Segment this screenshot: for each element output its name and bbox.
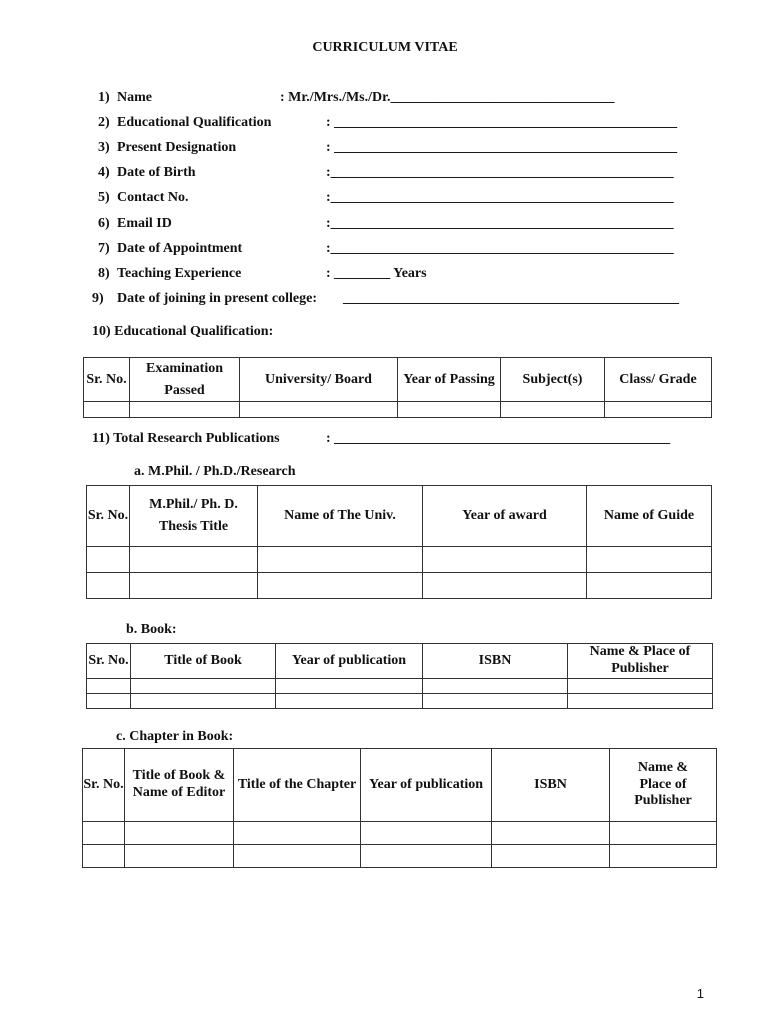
table-cell[interactable] xyxy=(398,402,501,418)
field-label: Date of Birth xyxy=(117,165,196,180)
table-cell[interactable] xyxy=(234,845,361,868)
table-cell[interactable] xyxy=(131,679,276,694)
field-label: Date of joining in present college: xyxy=(117,291,317,306)
field-value[interactable]: : Mr./Mrs./Ms./Dr.________________________________ xyxy=(280,90,615,105)
field-number: 9) xyxy=(92,291,104,306)
table-header-row xyxy=(84,358,712,402)
table-cell[interactable] xyxy=(276,694,423,709)
table-cell[interactable] xyxy=(87,573,130,599)
column-header: Sr. No. xyxy=(87,644,131,679)
column-header: Sr. No. xyxy=(83,749,125,822)
table-cell[interactable] xyxy=(423,679,568,694)
table-cell[interactable] xyxy=(84,402,130,418)
table-cell[interactable] xyxy=(83,845,125,868)
column-header: M.Phil./ Ph. D. Thesis Title xyxy=(130,486,258,547)
field-number: 4) xyxy=(98,165,110,180)
table-cell[interactable] xyxy=(610,822,717,845)
field-value[interactable]: :_________________________________________________ xyxy=(326,216,674,231)
table-cell[interactable] xyxy=(492,845,610,868)
table-cell[interactable] xyxy=(125,845,234,868)
research-table xyxy=(86,485,712,599)
column-header: Year of Passing xyxy=(398,358,501,402)
column-header: Name of Guide xyxy=(587,486,712,547)
field-value[interactable]: ________________________________________________ xyxy=(343,291,679,306)
field-label: Teaching Experience xyxy=(117,266,242,281)
column-header: ISBN xyxy=(423,644,568,679)
table-row xyxy=(84,402,712,418)
field-number: 6) xyxy=(98,216,110,231)
table-row xyxy=(83,845,717,868)
column-header: Title of the Chapter xyxy=(234,749,361,822)
table-cell[interactable] xyxy=(587,573,712,599)
field-number: 2) xyxy=(98,115,110,130)
table-header-row xyxy=(87,486,712,547)
table-cell[interactable] xyxy=(240,402,398,418)
field-label: Educational Qualification xyxy=(117,115,272,130)
table-row xyxy=(87,547,712,573)
table-cell[interactable] xyxy=(501,402,605,418)
table-cell[interactable] xyxy=(610,845,717,868)
column-header: Name & Place of Publisher xyxy=(610,749,717,822)
table-cell[interactable] xyxy=(568,694,713,709)
sub-heading-chapter-in-book: c. Chapter in Book: xyxy=(116,729,234,744)
book-table xyxy=(86,643,713,709)
table-row xyxy=(83,822,717,845)
chapter-in-book-table xyxy=(82,748,717,868)
table-cell[interactable] xyxy=(361,822,492,845)
field-value[interactable]: : ________ Years xyxy=(326,266,427,281)
column-header: Year of award xyxy=(423,486,587,547)
field-label: Present Designation xyxy=(117,140,237,155)
table-cell[interactable] xyxy=(423,573,587,599)
table-cell[interactable] xyxy=(276,679,423,694)
table-header-row xyxy=(87,644,713,679)
table-cell[interactable] xyxy=(87,547,130,573)
column-header: Title of Book xyxy=(131,644,276,679)
column-header: Name & Place of Publisher xyxy=(568,644,713,679)
field-value[interactable]: : _________________________________________________ xyxy=(326,140,678,155)
table-cell[interactable] xyxy=(131,694,276,709)
table-cell[interactable] xyxy=(130,402,240,418)
column-header: Name of The Univ. xyxy=(258,486,423,547)
column-header: Year of publication xyxy=(361,749,492,822)
table-cell[interactable] xyxy=(87,679,131,694)
field-label: Name xyxy=(117,90,152,105)
table-cell[interactable] xyxy=(258,573,423,599)
column-header: University/ Board xyxy=(240,358,398,402)
table-cell[interactable] xyxy=(125,822,234,845)
field-label: Email ID xyxy=(117,216,172,231)
column-header: Subject(s) xyxy=(501,358,605,402)
field-value[interactable]: : _________________________________________________ xyxy=(326,115,678,130)
field-number: 8) xyxy=(98,266,110,281)
field-value[interactable]: : ________________________________________________ xyxy=(326,431,671,446)
table-header-row xyxy=(83,749,717,822)
table-cell[interactable] xyxy=(361,845,492,868)
field-number: 5) xyxy=(98,190,110,205)
page-title: CURRICULUM VITAE xyxy=(312,40,458,55)
table-cell[interactable] xyxy=(83,822,125,845)
table-row xyxy=(87,573,712,599)
table-cell[interactable] xyxy=(234,822,361,845)
field-label: Contact No. xyxy=(117,190,189,205)
column-header: Sr. No. xyxy=(87,486,130,547)
table-row xyxy=(87,694,713,709)
table-cell[interactable] xyxy=(605,402,712,418)
sub-heading-book: b. Book: xyxy=(126,622,177,637)
column-header: Class/ Grade xyxy=(605,358,712,402)
page-number: 1 xyxy=(696,986,704,1001)
field-label: Date of Appointment xyxy=(117,241,243,256)
table-cell[interactable] xyxy=(587,547,712,573)
table-cell[interactable] xyxy=(423,547,587,573)
section-heading-educational-qualification: 10) Educational Qualification: xyxy=(92,324,274,339)
table-cell[interactable] xyxy=(87,694,131,709)
table-cell[interactable] xyxy=(568,679,713,694)
educational-qualification-table xyxy=(83,357,712,418)
table-row xyxy=(87,679,713,694)
table-cell[interactable] xyxy=(130,547,258,573)
column-header: Title of Book & Name of Editor xyxy=(125,749,234,822)
column-header: Year of publication xyxy=(276,644,423,679)
sub-heading-research: a. M.Phil. / Ph.D./Research xyxy=(134,464,296,479)
field-number: 3) xyxy=(98,140,110,155)
table-cell[interactable] xyxy=(130,573,258,599)
field-number: 7) xyxy=(98,241,110,256)
column-header: ISBN xyxy=(492,749,610,822)
table-cell[interactable] xyxy=(258,547,423,573)
field-value[interactable]: :_________________________________________________ xyxy=(326,241,674,256)
table-cell[interactable] xyxy=(492,822,610,845)
field-number: 1) xyxy=(98,90,110,105)
field-value[interactable]: :_________________________________________________ xyxy=(326,190,674,205)
column-header: Examination Passed xyxy=(130,358,240,402)
field-value[interactable]: :_________________________________________________ xyxy=(326,165,674,180)
column-header: Sr. No. xyxy=(84,358,130,402)
field-label: 11) Total Research Publications xyxy=(92,431,280,446)
table-cell[interactable] xyxy=(423,694,568,709)
